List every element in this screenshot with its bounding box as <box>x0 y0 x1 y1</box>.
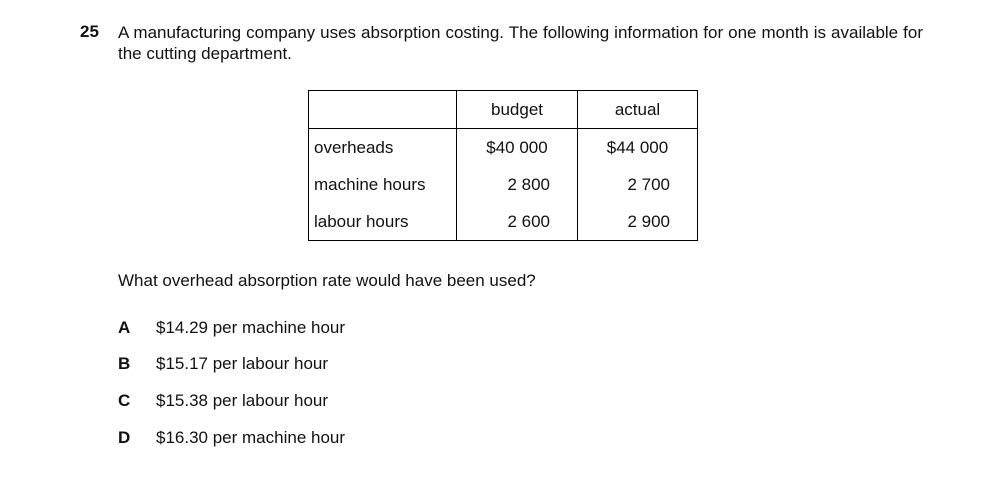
question-prompt: What overhead absorption rate would have been used? <box>118 271 536 290</box>
option-letter: B <box>118 354 131 373</box>
actual-value: 2 700 <box>578 166 698 203</box>
option-letter: C <box>118 391 131 410</box>
table-header-actual: actual <box>578 91 698 129</box>
question-number: 25 <box>80 22 99 41</box>
row-label: machine hours <box>309 166 457 203</box>
budget-value: 2 800 <box>457 166 578 203</box>
budget-value: 2 600 <box>457 203 578 241</box>
budget-value: $40 000 <box>457 129 578 167</box>
actual-value: 2 900 <box>578 203 698 241</box>
table-row <box>309 166 698 203</box>
table-row <box>309 203 698 241</box>
option-text: $15.17 per labour hour <box>156 354 329 373</box>
row-label: overheads <box>309 129 457 167</box>
option-text: $16.30 per machine hour <box>156 428 346 447</box>
option-letter: A <box>118 318 131 337</box>
option-text: $14.29 per machine hour <box>156 318 346 337</box>
table-header-budget: budget <box>457 91 578 129</box>
option-text: $15.38 per labour hour <box>156 391 329 410</box>
option-letter: D <box>118 428 131 447</box>
cost-data-table <box>308 90 698 241</box>
row-label: labour hours <box>309 203 457 241</box>
table-header-empty <box>309 91 457 129</box>
actual-value: $44 000 <box>578 129 698 167</box>
question-stem: A manufacturing company uses absorption costing. The following information for one month is available for the cutting department. <box>118 23 923 63</box>
table-row <box>309 129 698 167</box>
table-header-row <box>309 91 698 129</box>
